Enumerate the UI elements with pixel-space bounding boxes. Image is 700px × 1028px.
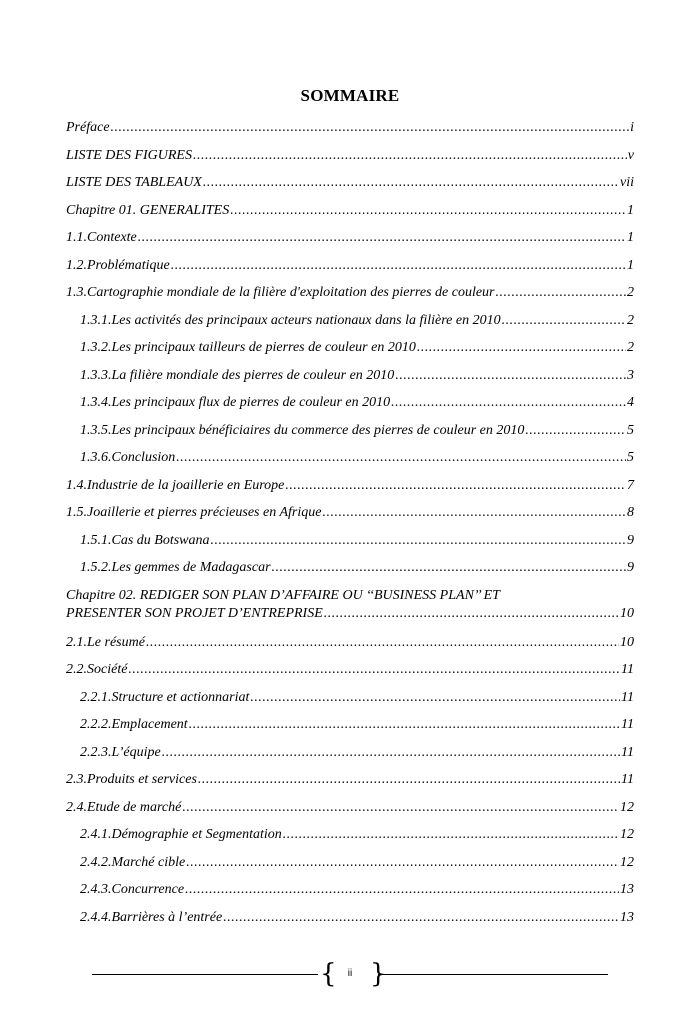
toc-entry[interactable]: [66, 367, 634, 395]
toc-entry-text: L’équipe: [111, 744, 161, 760]
toc-entry-text: Concurrence: [111, 882, 185, 897]
dot-leader: [502, 312, 626, 330]
toc-entry-number: 2.2.: [66, 662, 87, 677]
dot-leader: [391, 394, 626, 412]
toc-entry[interactable]: [66, 174, 634, 202]
toc-entry-text: Préface: [66, 120, 110, 135]
toc-entry-text: Démographie et Segmentation: [111, 827, 282, 842]
toc-entry[interactable]: [66, 504, 634, 532]
toc-entry-number: 2.4.3.: [80, 882, 112, 897]
toc-entry-page: 5: [627, 422, 634, 438]
page-footer: [92, 960, 608, 988]
toc-entry-text: Industrie de la joaillerie en Europe: [87, 477, 285, 493]
dot-leader: [283, 826, 619, 844]
toc-entry-number: 1.3.1.: [80, 312, 112, 328]
toc-entry-text: Les principaux tailleurs de pierres de couleur en 2010: [111, 340, 416, 355]
toc-entry-page: 1: [627, 202, 634, 218]
dot-leader: [176, 449, 626, 467]
toc-entry-page: 13: [620, 882, 634, 897]
toc-entry-page: 10: [620, 605, 634, 621]
toc-entry-text: Structure et actionnariat: [111, 689, 250, 705]
toc-entry[interactable]: [66, 881, 634, 909]
dot-leader: [198, 771, 620, 789]
toc-entry-page: 3: [627, 367, 634, 383]
toc-entry-number: 2.2.1.: [80, 689, 112, 705]
toc-entry-text: La filière mondiale des pierres de couleur en 2010: [111, 367, 395, 383]
dot-leader: [185, 881, 619, 899]
toc-entry-text: Barrières à l’entrée: [111, 909, 223, 925]
table-of-contents: [66, 119, 634, 936]
dot-leader: [128, 661, 620, 679]
toc-entry-page: 10: [620, 634, 634, 650]
toc-entry[interactable]: [66, 394, 634, 422]
toc-entry-number: 1.3.6.: [80, 450, 112, 465]
page-number: ii: [347, 968, 353, 979]
toc-entry-number: 1.4.: [66, 477, 87, 493]
toc-entry-text: Cas du Botswana: [111, 532, 210, 548]
toc-entry-number: 2.4.4.: [80, 909, 112, 925]
toc-entry-text: Conclusion: [111, 450, 176, 465]
toc-entry-text: Société: [87, 662, 128, 677]
toc-entry[interactable]: [66, 661, 634, 689]
toc-entry[interactable]: [66, 312, 634, 340]
toc-entry-number: 1.3.2.: [80, 340, 112, 355]
toc-entry[interactable]: [66, 826, 634, 854]
toc-entry[interactable]: [66, 716, 634, 744]
toc-entry[interactable]: [66, 422, 634, 450]
toc-entry-number: 2.3.: [66, 772, 87, 787]
toc-entry-number: 1.1.: [66, 230, 87, 245]
toc-entry[interactable]: [66, 229, 634, 257]
toc-entry-page: 12: [620, 854, 634, 870]
dot-leader: [322, 504, 626, 522]
toc-entry[interactable]: [66, 147, 634, 175]
dot-leader: [417, 339, 626, 357]
dot-leader: [171, 257, 626, 275]
toc-entry[interactable]: [66, 449, 634, 477]
page-title: SOMMAIRE: [300, 86, 400, 105]
dot-leader: [146, 634, 619, 652]
toc-entry-number: 1.3.: [66, 285, 87, 300]
toc-entry-page: 12: [620, 799, 634, 815]
toc-entry[interactable]: [66, 284, 634, 312]
toc-entry-page: 13: [620, 909, 634, 925]
toc-entry-page: 2: [627, 312, 634, 328]
toc-entry-page: 7: [627, 477, 634, 493]
toc-entry[interactable]: [66, 771, 634, 799]
toc-entry-number: 1.2.: [66, 257, 87, 273]
toc-entry-text: Les activités des principaux acteurs nationaux dans la filière en 2010: [111, 312, 501, 328]
toc-entry-number: 2.2.2.: [80, 717, 112, 732]
toc-entry-page: 12: [620, 827, 634, 842]
toc-entry-number: 1.3.4.: [80, 395, 112, 410]
dot-leader: [324, 605, 619, 623]
toc-entry-page: 4: [627, 395, 634, 410]
toc-entry-page: 8: [627, 505, 634, 520]
dot-leader: [525, 422, 626, 440]
toc-entry[interactable]: [66, 477, 634, 505]
toc-entry[interactable]: [66, 257, 634, 285]
toc-entry-text: LISTE DES TABLEAUX: [66, 175, 202, 190]
toc-entry-page: vii: [620, 175, 634, 190]
footer-rule-right: [378, 974, 608, 975]
toc-entry[interactable]: [66, 339, 634, 367]
dot-leader: [211, 532, 626, 550]
dot-leader: [285, 477, 626, 495]
dot-leader: [223, 909, 619, 927]
dot-leader: [230, 202, 626, 220]
toc-entry[interactable]: [66, 854, 634, 882]
toc-entry-text: Joaillerie et pierres précieuses en Afrique: [87, 505, 322, 520]
dot-leader: [186, 854, 619, 872]
toc-entry[interactable]: [66, 119, 634, 147]
toc-entry[interactable]: [66, 532, 634, 560]
dot-leader: [250, 689, 620, 707]
dot-leader: [193, 147, 627, 165]
toc-entry-number: 2.4.1.: [80, 827, 112, 842]
toc-entry-number: 1.5.: [66, 505, 87, 520]
dot-leader: [182, 799, 619, 817]
toc-entry-page: 11: [621, 772, 634, 787]
toc-entry-page: i: [630, 120, 634, 135]
toc-entry-number: 1.3.3.: [80, 367, 112, 383]
toc-entry-page: 11: [621, 662, 634, 677]
toc-entry-number: 1.3.5.: [80, 422, 112, 438]
toc-entry-page: 11: [621, 717, 634, 732]
toc-entry[interactable]: [66, 634, 634, 662]
toc-entry-text: PRESENTER SON PROJET D’ENTREPRISE: [66, 605, 323, 621]
right-brace-icon: }: [370, 959, 387, 989]
left-brace-icon: {: [320, 959, 337, 989]
dot-leader: [189, 716, 620, 734]
toc-entry-page: 11: [621, 744, 634, 760]
toc-entry-text: Le résumé: [87, 634, 145, 650]
toc-entry[interactable]: [66, 799, 634, 827]
dot-leader: [395, 367, 626, 385]
footer-rule-left: [92, 974, 318, 975]
toc-entry-page: 2: [627, 340, 634, 355]
toc-entry-text: Produits et services: [87, 772, 197, 787]
toc-entry-page: 2: [627, 285, 634, 300]
toc-entry[interactable]: [66, 744, 634, 772]
toc-entry-page: 9: [627, 560, 634, 575]
toc-entry-page: 1: [627, 230, 634, 245]
toc-entry-number: 1.5.2.: [80, 560, 112, 575]
toc-entry-text: Les gemmes de Madagascar: [111, 560, 271, 575]
toc-entry-text: Chapitre 01. GENERALITES: [66, 202, 230, 218]
toc-entry-number: 1.5.1.: [80, 532, 112, 548]
toc-entry-page: v: [627, 147, 634, 163]
toc-entry-number: 2.4.: [66, 799, 87, 815]
toc-entry-text: LISTE DES FIGURES: [66, 147, 192, 163]
toc-entry[interactable]: [66, 689, 634, 717]
toc-entry-number: 2.1.: [66, 634, 87, 650]
toc-entry-chapter-02[interactable]: [66, 587, 634, 634]
dot-leader: [496, 284, 626, 302]
toc-entry-text: Marché cible: [111, 854, 186, 870]
toc-entry-number: 2.4.2.: [80, 854, 112, 870]
dot-leader: [138, 229, 626, 247]
dot-leader: [203, 174, 619, 192]
toc-entry-text: Problématique: [87, 257, 170, 273]
toc-entry-text: Chapitre 02. REDIGER SON PLAN D’AFFAIRE OU ‘‘BUSINESS PLAN’’ ET: [66, 587, 500, 603]
toc-entry-page: 9: [627, 532, 634, 548]
toc-entry-text: Les principaux flux de pierres de couleur en 2010: [111, 395, 391, 410]
toc-entry-number: 2.2.3.: [80, 744, 112, 760]
toc-entry-text: Cartographie mondiale de la filière d'exploitation des pierres de couleur: [87, 285, 495, 300]
toc-entry-text: Emplacement: [111, 717, 188, 732]
toc-entry[interactable]: [66, 559, 634, 587]
dot-leader: [162, 744, 620, 762]
dot-leader: [272, 559, 626, 577]
dot-leader: [111, 119, 630, 137]
toc-entry-text: Contexte: [87, 230, 137, 245]
toc-entry-page: 11: [621, 689, 634, 705]
toc-entry-page: 1: [627, 257, 634, 273]
toc-entry-page: 5: [627, 450, 634, 465]
toc-entry-text: Etude de marché: [87, 799, 182, 815]
toc-entry[interactable]: [66, 202, 634, 230]
toc-entry-text: Les principaux bénéficiaires du commerce des pierres de couleur en 2010: [111, 422, 525, 438]
toc-entry[interactable]: [66, 909, 634, 937]
